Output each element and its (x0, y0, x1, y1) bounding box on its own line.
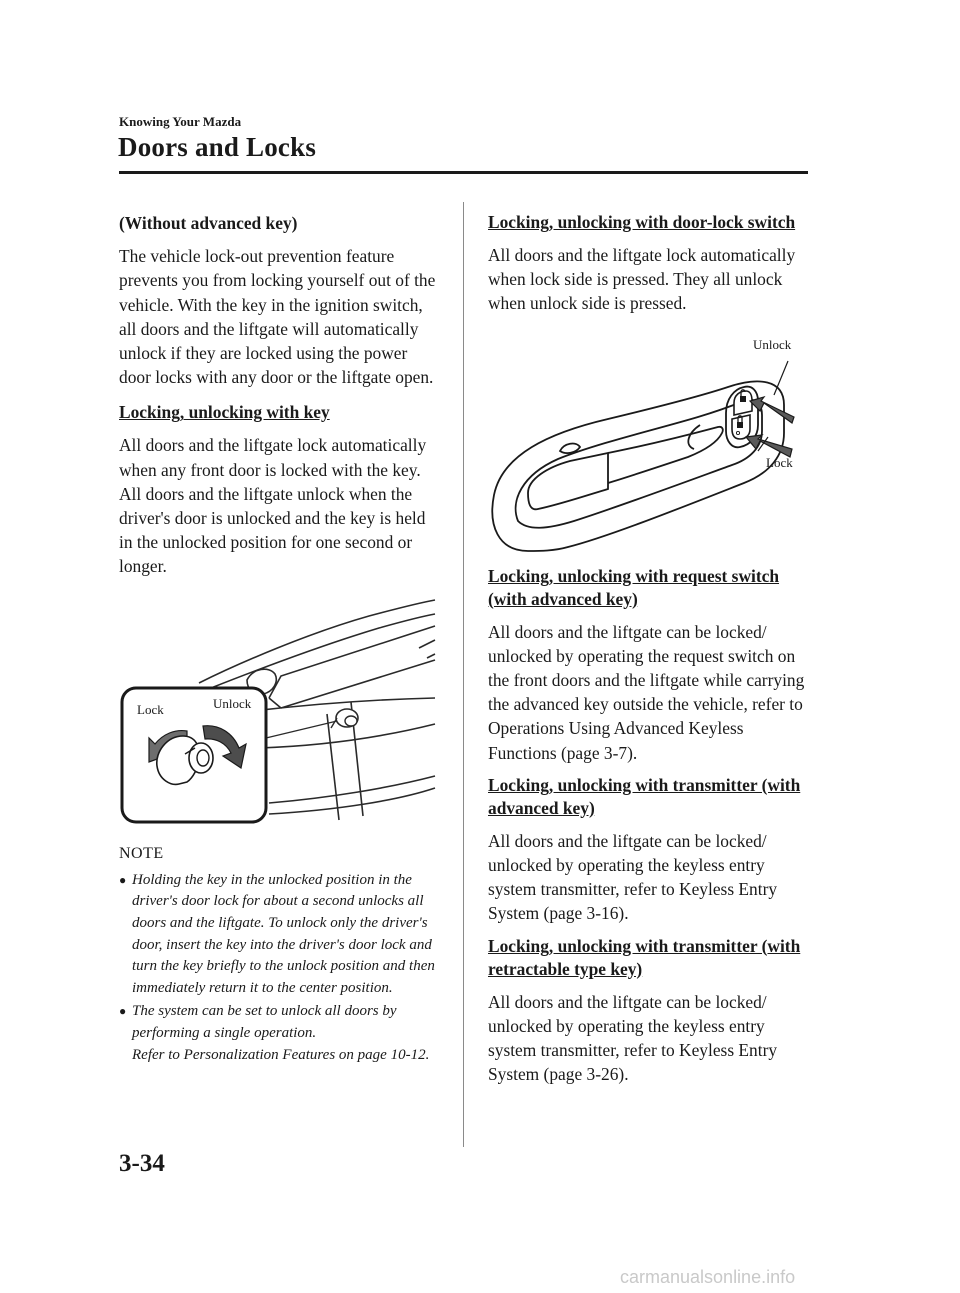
figure-label-unlock: Unlock (753, 336, 792, 352)
left-column (119, 211, 441, 1068)
page-number: 3-34 (119, 1150, 165, 1177)
lock-switch-button (732, 415, 750, 439)
right-column (488, 211, 810, 1095)
note-reference: Refer to Personalization Features on page 10-12. (132, 1046, 430, 1063)
figure-label-lock: Lock (766, 454, 793, 470)
bullet-icon: ● (119, 1004, 127, 1019)
bullet-icon: ● (119, 872, 127, 887)
key-door-lock-illustration (119, 588, 441, 838)
heading-transmitter-advanced: Locking, unlocking with transmitter (with advanced key) (488, 774, 801, 818)
heading-transmitter-retractable: Locking, unlocking with transmitter (with retractable type key) (488, 935, 801, 979)
door-handle (528, 453, 608, 509)
note-list (119, 870, 441, 1066)
header-rule (119, 171, 808, 174)
figure-label-unlock: Unlock (213, 695, 252, 711)
unlock-switch-button (734, 389, 752, 414)
note-item (119, 1001, 441, 1066)
section-label: Knowing Your Mazda (119, 114, 242, 129)
key-lock-paragraph: All doors and the liftgate lock automatically when any front door is locked with the key. All doors and the liftgate unlock when the driver's door is unlocked and the key is held in the unlocked position for one second or longer. (119, 435, 427, 577)
figure-label-lock: Lock (137, 701, 164, 717)
lockout-prevention-paragraph: The vehicle lock-out prevention feature prevents you from locking yourself out of the vehicle. With the key in the ignition switch, all doors and the liftgate will automatically unlock if they are locked using the power door locks with any door or the liftgate open. (119, 246, 436, 388)
unlock-arrow (750, 397, 794, 423)
heading-request-switch: Locking, unlocking with request switch (with advanced key) (488, 565, 780, 609)
column-divider (463, 202, 464, 1147)
door-lock-switch-illustration (488, 325, 810, 557)
request-switch-paragraph: All doors and the liftgate can be locked/ unlocked by operating the request switch on the front doors and the liftgate while carrying the advanced key outside the vehicle, refer to Operations Using Advanced Keyless Functions (page 3-7). (488, 621, 805, 763)
heading-locking-with-key: Locking, unlocking with key (119, 402, 330, 423)
note-label: NOTE (119, 844, 164, 862)
note-item (119, 870, 441, 1000)
watermark: carmanualsonline.info (620, 1267, 796, 1287)
door-lock-switch-paragraph: All doors and the liftgate lock automatically when lock side is pressed. They all unlock when unlock side is pressed. (488, 245, 796, 314)
subheading-without-advanced-key: (Without advanced key) (119, 213, 298, 233)
chapter-title: Doors and Locks (118, 132, 317, 162)
heading-door-lock-switch: Locking, unlocking with door-lock switch (488, 212, 796, 232)
transmitter-advanced-paragraph: All doors and the liftgate can be locked/ unlocked by operating the keyless entry system transmitter, refer to Keyless Entry System (page 3-16). (488, 830, 778, 924)
note-text: The system can be set to unlock all doors by performing a single operation. (132, 1003, 397, 1041)
transmitter-retractable-paragraph: All doors and the liftgate can be locked/ unlocked by operating the keyless entry system transmitter, refer to Keyless Entry System (page 3-26). (488, 991, 778, 1085)
note-text: Holding the key in the unlocked position in the driver's door lock for about a second unlocks all doors and the liftgate. To unlock only the driver's door, insert the key into the driver's door lock and turn the key briefly to the unlock position and then immediately return it to the center position. (132, 871, 435, 996)
door-lock-cylinder (331, 709, 358, 728)
